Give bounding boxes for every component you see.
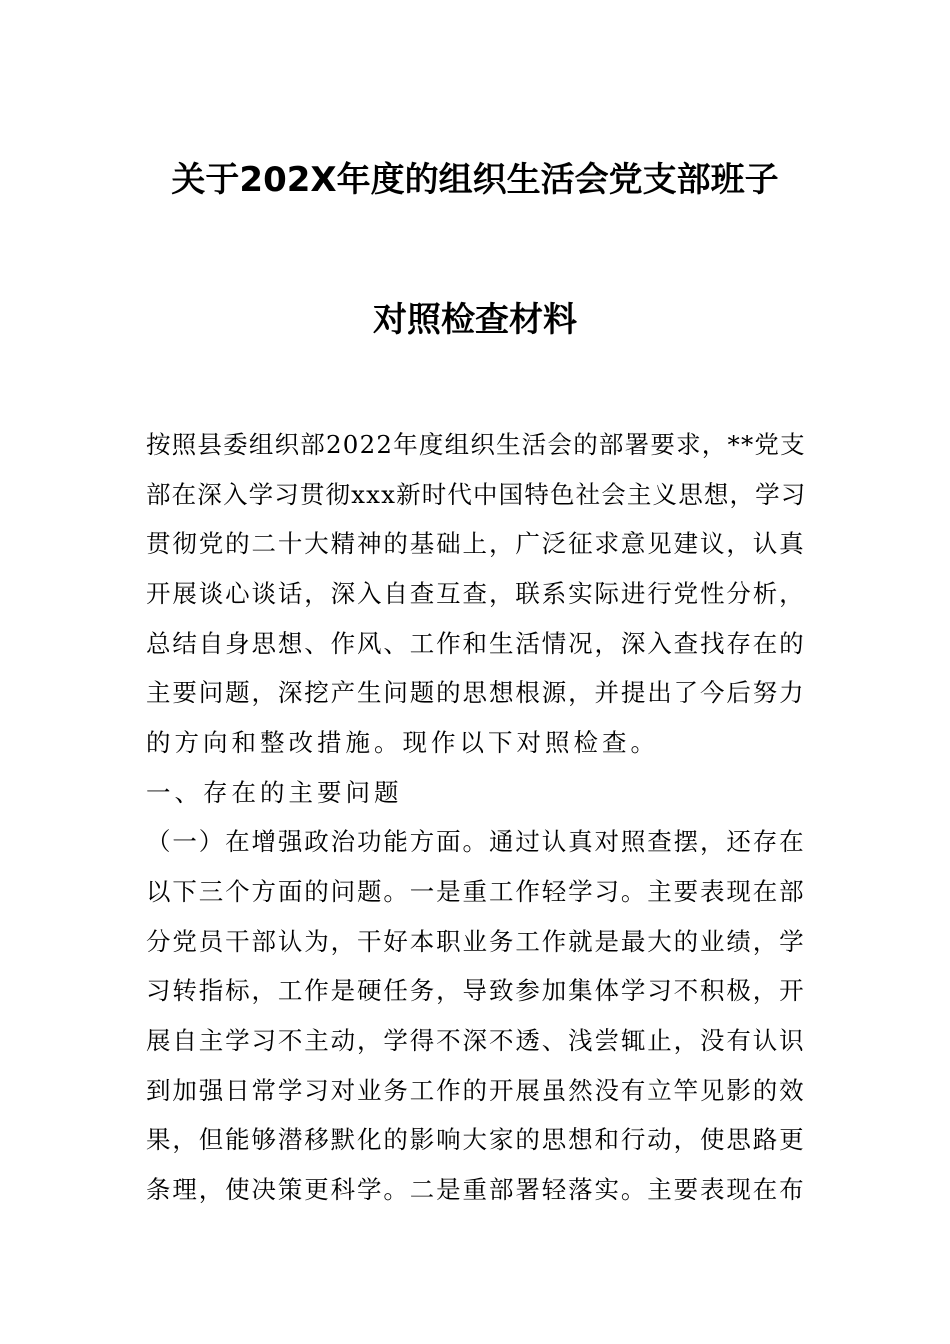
paragraph-line: 按照县委组织部2022年度组织生活会的部署要求，**党支 <box>146 430 806 459</box>
paragraph-line: 开展谈心谈话，深入自查互查，联系实际进行党性分析， <box>146 579 806 608</box>
section-heading: 一、存在的主要问题 <box>146 778 403 807</box>
paragraph-line: 的方向和整改措施。现作以下对照检查。 <box>146 728 659 757</box>
paragraph-line: 部在深入学习贯彻xxx新时代中国特色社会主义思想，学习 <box>146 480 807 509</box>
paragraph-line: 习转指标，工作是硬任务，导致参加集体学习不积极，开 <box>146 976 806 1005</box>
paragraph-line: 到加强日常学习对业务工作的开展虽然没有立竿见影的效 <box>146 1076 806 1105</box>
paragraph-line: 以下三个方面的问题。一是重工作轻学习。主要表现在部 <box>146 877 806 906</box>
paragraph-line: 贯彻党的二十大精神的基础上，广泛征求意见建议，认真 <box>146 529 806 558</box>
paragraph-line: 主要问题，深挖产生问题的思想根源，并提出了今后努力 <box>146 678 806 707</box>
paragraph-line: 条理，使决策更科学。二是重部署轻落实。主要表现在布 <box>146 1175 806 1204</box>
paragraph-line: 分党员干部认为，干好本职业务工作就是最大的业绩，学 <box>146 927 806 956</box>
document-title-line-2: 对照检查材料 <box>373 300 577 340</box>
document-title-line-1: 关于202X年度的组织生活会党支部班子 <box>171 160 779 200</box>
paragraph-line: 展自主学习不主动，学得不深不透、浅尝辄止，没有认识 <box>146 1026 806 1055</box>
paragraph-line: 果，但能够潜移默化的影响大家的思想和行动，使思路更 <box>146 1125 806 1154</box>
paragraph-line: 总结自身思想、作风、工作和生活情况，深入查找存在的 <box>146 629 806 658</box>
paragraph-line: （一）在增强政治功能方面。通过认真对照查摆，还存在 <box>146 827 806 856</box>
